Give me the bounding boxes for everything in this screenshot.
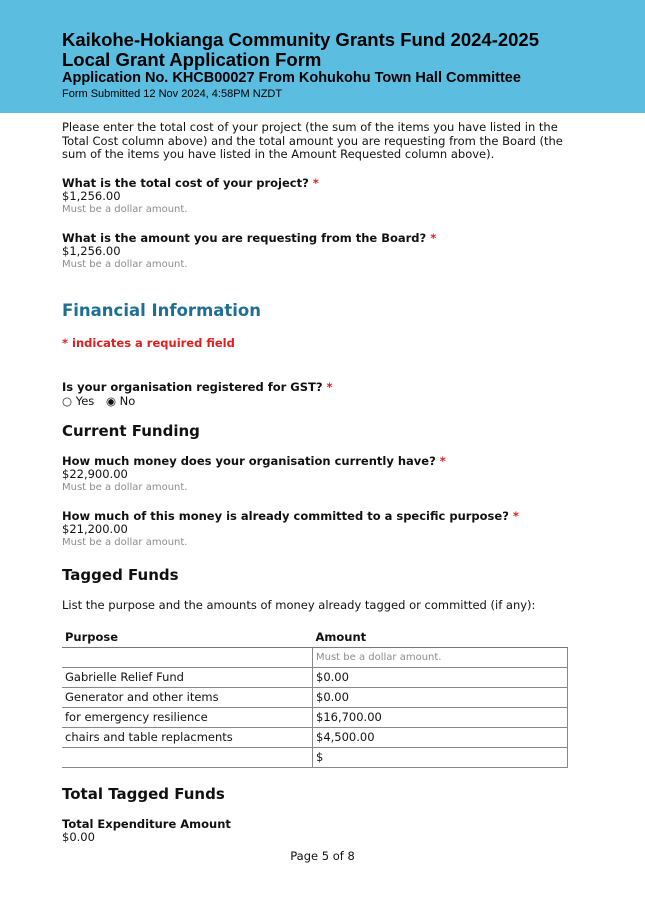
table-row (62, 687, 568, 707)
amount-cell: $16,700.00 (313, 707, 568, 727)
total-expenditure-field (62, 817, 583, 844)
current-money-field (62, 454, 583, 494)
header-banner (0, 0, 645, 113)
project-cost-question: What is the total cost of your project? * (62, 175, 319, 190)
requested-amount-question: What is the amount you are requesting from the Board? * (62, 230, 437, 245)
current-money-hint: Must be a dollar amount. (62, 481, 188, 493)
project-cost-value: $1,256.00 (62, 188, 121, 203)
purpose-cell: for emergency resilience (62, 707, 313, 727)
gst-radio-no[interactable]: ◉ No (105, 393, 136, 408)
required-asterisk: * (326, 379, 333, 394)
current-funding-heading: Current Funding (62, 421, 200, 440)
project-cost-hint: Must be a dollar amount. (62, 203, 188, 215)
requested-amount-field (62, 231, 583, 271)
purpose-cell: Gabrielle Relief Fund (62, 667, 313, 687)
page-number: Page 5 of 8 (290, 849, 355, 863)
committed-money-value: $21,200.00 (62, 521, 128, 536)
required-asterisk: * (512, 508, 519, 523)
table-cell (62, 647, 313, 667)
current-money-question: How much money does your organisation currently have? * (62, 453, 446, 468)
gst-radio-yes[interactable]: ○ Yes (62, 393, 95, 408)
form-title (62, 30, 645, 70)
committed-money-hint: Must be a dollar amount. (62, 536, 188, 548)
requested-amount-hint: Must be a dollar amount. (62, 258, 188, 270)
intro-text: Please enter the total cost of your project (the sum of the items you have listed in the Total Cost column above) and the total amount you are requesting from the Board (the sum of the items you have listed in the Amount Requested column above). (62, 120, 563, 161)
required-asterisk: * (430, 230, 437, 245)
project-cost-field (62, 176, 583, 216)
gst-radio-group (62, 394, 583, 408)
financial-info-heading: Financial Information (62, 300, 262, 320)
tagged-funds-heading: Tagged Funds (62, 565, 179, 584)
table-row (62, 667, 568, 687)
amount-cell: $4,500.00 (313, 727, 568, 747)
required-field-note: * indicates a required field (62, 335, 235, 350)
amount-cell: $0.00 (313, 667, 568, 687)
table-row (62, 727, 568, 747)
purpose-cell: Generator and other items (62, 687, 313, 707)
title-line-1: Kaikohe-Hokianga Community Grants Fund 2024-2025 (62, 29, 540, 50)
title-line-2: Local Grant Application Form (62, 49, 322, 70)
gst-field (62, 380, 583, 408)
purpose-cell: chairs and table replacments (62, 727, 313, 747)
required-asterisk: * (439, 453, 446, 468)
total-expenditure-label: Total Expenditure Amount (62, 816, 231, 831)
gst-question: Is your organisation registered for GST? * (62, 379, 333, 394)
radio-checked-icon: ◉ (105, 393, 116, 408)
form-content (0, 121, 645, 844)
table-row (62, 707, 568, 727)
amount-hint-cell: Must be a dollar amount. (313, 647, 568, 667)
table-row (62, 747, 568, 767)
table-header-row (62, 626, 568, 648)
required-asterisk: * (312, 175, 319, 190)
radio-unchecked-icon: ○ (62, 393, 73, 408)
amount-column-header: Amount (313, 626, 568, 648)
tagged-funds-description: List the purpose and the amounts of money already tagged or committed (if any): (62, 597, 536, 612)
purpose-column-header: Purpose (62, 626, 313, 648)
purpose-cell (62, 747, 313, 767)
requested-amount-value: $1,256.00 (62, 243, 121, 258)
amount-cell: $0.00 (313, 687, 568, 707)
amount-cell: $ (313, 747, 568, 767)
application-number: Application No. KHCB00027 From Kohukohu Town Hall Committee (62, 70, 521, 86)
table-hint-row (62, 647, 568, 667)
submitted-date: Form Submitted 12 Nov 2024, 4:58PM NZDT (62, 88, 283, 100)
committed-money-question: How much of this money is already committed to a specific purpose? * (62, 508, 519, 523)
total-expenditure-value: $0.00 (62, 829, 95, 844)
committed-money-field (62, 509, 583, 549)
current-money-value: $22,900.00 (62, 466, 128, 481)
total-tagged-heading: Total Tagged Funds (62, 784, 225, 803)
tagged-funds-table (62, 626, 568, 768)
